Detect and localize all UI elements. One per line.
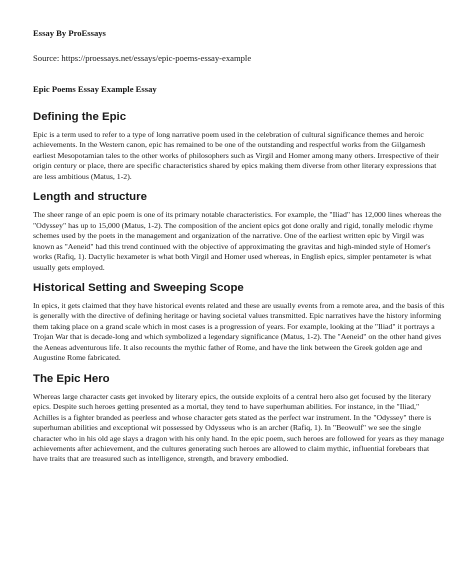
section-paragraph: Epic is a term used to refer to a type of long narrative poem used in the celebration of cultural significance themes and heroic achievements. In the Western canon, epic has remained to be one of the outstanding and respectful works from the Gilgamesh earliest Mesopotamian tales to the other works of philosophers such as Virgil and Homer among many others. Irrespective of their origin century or place, there are specific characteristics shared by epics making them diverse from other literary expressions that are less ambitious (Matus, 1-2). [33, 130, 439, 181]
section-heading: Historical Setting and Sweeping Scope [33, 281, 244, 294]
section-heading: The Epic Hero [33, 372, 110, 385]
source-url-line: Source: https://proessays.net/essays/epic-poems-essay-example [33, 53, 252, 63]
section-heading: Defining the Epic [33, 111, 127, 123]
section-heading: Length and structure [33, 191, 147, 204]
document-title: Epic Poems Essay Example Essay [33, 84, 157, 94]
section-defining-the-epic [33, 110, 445, 182]
essay-source-label: Essay By ProEssays [33, 28, 106, 38]
section-the-epic-hero [33, 372, 445, 465]
section-historical-setting [33, 281, 445, 364]
section-paragraph: Whereas large character casts get invoked by literary epics, the outside exploits of a central hero also get focused by the literary epics. Despite such heroes getting presented as a mortal, they tend to have superhuman abilities. For instance, in the "Iliad," Achilles is a fighter branded as peerless and whose character gets stated as the perfect war instrument. In the "Odyssey" there is superhuman abilities and exceptional wit possessed by Odysseus who is an archer (Rafiq, 1). In "Beowulf" we see the single character who in his old age slays a dragon with his only hand. In the epic poem, such heroes are followed for years as they manage achievements after achievement, and the cultures generating such heroes are allowed to claim mythic, influential forebears that have traits that are treasured such as intelligence, strength, and bravery embodied. [33, 391, 445, 464]
section-paragraph: In epics, it gets claimed that they have historical events related and these are usually events from a remote area, and the basis of this is generally with the directive of defining heritage or having societal values transmitted. Epic narratives have the history informing them taking place on a grand scale which in most cases is a progression of years. For example, looking at the "Iliad" it portrays a Trojan War that is decade-long and which symbolized a legendary significance (Matus, 1-2). The "Aeneid" on the other hand gives the Aeneas adventurous life. It also recounts the mythic father of Rome, and have the link between the Greek golden age and Augustine Rome fabricated. [33, 300, 445, 363]
document-body [33, 110, 445, 473]
section-length-and-structure [33, 190, 445, 273]
section-paragraph: The sheer range of an epic poem is one of its primary notable characteristics. For example, the "Iliad" has 12,000 lines whereas the "Odyssey" has up to 15,000 (Matus, 1-2). The composition of the ancient epics got done orally and rigid, tonally melodic rhyme schemes used by the poets in the management and organization of the narrative. One of the earliest written epic by Virgil was known as "Aeneid" had this trend continued with the objective of approximating the gravitas and high-minded style of Homer's works (Rafiq, 1). Dactylic hexameter is what both Virgil and Homer used whereas, in English epics, simpler pentameter is what usually gets employed. [33, 210, 442, 272]
